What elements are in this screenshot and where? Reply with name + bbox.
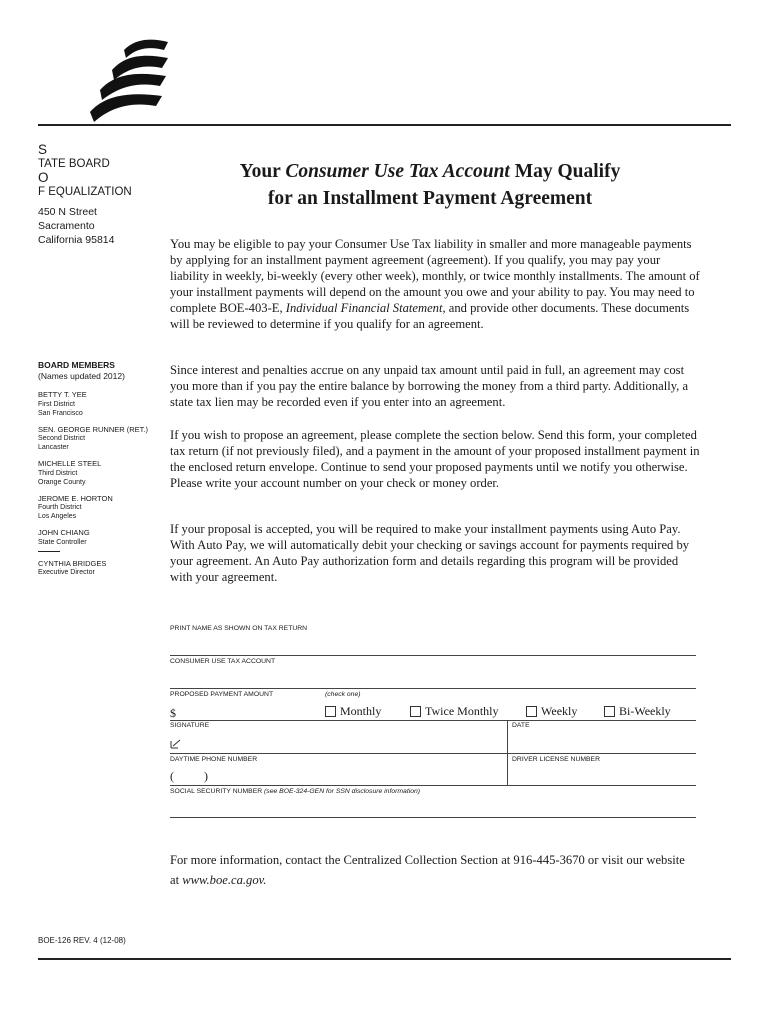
print-name-field[interactable]: [170, 622, 696, 656]
option-twice-monthly[interactable]: Twice Monthly: [410, 704, 498, 719]
paragraph-eligibility: You may be eligible to pay your Consumer Use Tax liability in smaller and more manageable payments by applying for an installment payment agreement (agreement). If you qualify, you may pay your liability in weekly, bi-weekly (every other week), monthly, or twice monthly installments. The amount of your installment payments will depend on the amount you owe and your ability to pay. You may need to complete BOE-403-E, Individual Financial Statement, and provide other documents. These documents will be reviewed to determine if you qualify for an agreement.: [170, 237, 700, 331]
boe-wave-logo: [84, 36, 170, 128]
consumer-use-tax-account-field[interactable]: [170, 656, 696, 689]
account-label: CONSUMER USE TAX ACCOUNT: [170, 658, 276, 665]
board-member: MICHELLE STEEL Third District Orange County: [38, 459, 102, 486]
signature-field[interactable]: [170, 721, 506, 754]
page-title: Your Consumer Use Tax Account May Qualify for an Installment Payment Agreement: [239, 161, 621, 209]
paragraph-propose: If you wish to propose an agreement, please complete the section below. Send this form, your completed tax return (if not previously filed), and a payment in the amount of your proposed installment payment in the enclosed return envelope. Continue to send your proposed payments until we notify you otherwise. Please write your account number on your check or money order.: [170, 428, 700, 490]
agency-name: S TATE BOARD O F EQUALIZATION: [38, 142, 132, 198]
agency-address: [38, 205, 114, 247]
signature-row: [170, 721, 696, 754]
form-id: BOE-126 REV. 4 (12-08): [38, 936, 126, 945]
option-weekly[interactable]: Weekly: [526, 704, 577, 719]
option-bi-weekly[interactable]: Bi-Weekly: [604, 704, 671, 719]
footer-rule: [38, 958, 731, 960]
signature-label: SIGNATURE: [170, 722, 210, 729]
phone-label: DAYTIME PHONE NUMBER: [170, 756, 258, 763]
board-members: [38, 360, 163, 584]
address-city: Sacramento: [38, 220, 95, 232]
phone-area-code: ( ): [170, 769, 208, 783]
pen-icon: [170, 739, 182, 749]
ssn-label: SOCIAL SECURITY NUMBER (see BOE-324-GEN for SSN disclosure information): [170, 788, 421, 795]
board-header: BOARD MEMBERS: [38, 360, 115, 370]
checkbox-icon: [410, 706, 421, 717]
checkbox-icon: [325, 706, 336, 717]
dollar-sign: $: [170, 706, 176, 720]
phone-row: [170, 754, 696, 786]
date-field[interactable]: [508, 721, 696, 754]
license-label: DRIVER LICENSE NUMBER: [512, 756, 600, 763]
board-divider: [38, 551, 60, 552]
date-label: DATE: [512, 722, 530, 729]
executive-director: CYNTHIA BRIDGES Executive Director: [38, 558, 107, 576]
header-rule: [38, 124, 731, 126]
print-name-label: PRINT NAME AS SHOWN ON TAX RETURN: [170, 625, 308, 632]
board-member: SEN. GEORGE RUNNER (RET.) Second District Lancaster: [38, 424, 149, 451]
daytime-phone-field[interactable]: [170, 754, 506, 786]
address-state-zip: California 95814: [38, 234, 115, 246]
driver-license-field[interactable]: [508, 754, 696, 786]
option-monthly[interactable]: Monthly: [325, 704, 381, 719]
paragraph-autopay: If your proposal is accepted, you will be required to make your installment payments using Auto Pay. With Auto Pay, we will automatically debit your checking or savings account for payments required by your agreement. An Auto Pay authorization form and details regarding this program will be provided with your agreement.: [170, 522, 690, 584]
checkbox-icon: [604, 706, 615, 717]
payment-amount-row: [170, 689, 696, 721]
website-link[interactable]: www.boe.ca.gov.: [182, 873, 267, 887]
payment-amount-label: PROPOSED PAYMENT AMOUNT: [170, 691, 274, 698]
board-member: BETTY T. YEE First District San Francisco: [38, 390, 87, 417]
board-note: (Names updated 2012): [38, 371, 125, 381]
board-member: JEROME E. HORTON Fourth District Los Angeles: [38, 493, 113, 520]
contact-info: For more information, contact the Centralized Collection Section at 916-445-3670 or visit our website at www.boe.ca.gov.: [170, 853, 685, 887]
ssn-field[interactable]: [170, 786, 696, 818]
address-street: 450 N Street: [38, 206, 97, 218]
paragraph-interest: Since interest and penalties accrue on any unpaid tax amount until paid in full, an agreement may cost you more than if you pay the entire balance by borrowing the money from a third party. Additionally, a state tax lien may be recorded even if you enter into an agreement.: [170, 363, 689, 409]
board-member: JOHN CHIANG State Controller: [38, 528, 90, 546]
check-one-note: (check one): [325, 691, 361, 698]
checkbox-icon: [526, 706, 537, 717]
